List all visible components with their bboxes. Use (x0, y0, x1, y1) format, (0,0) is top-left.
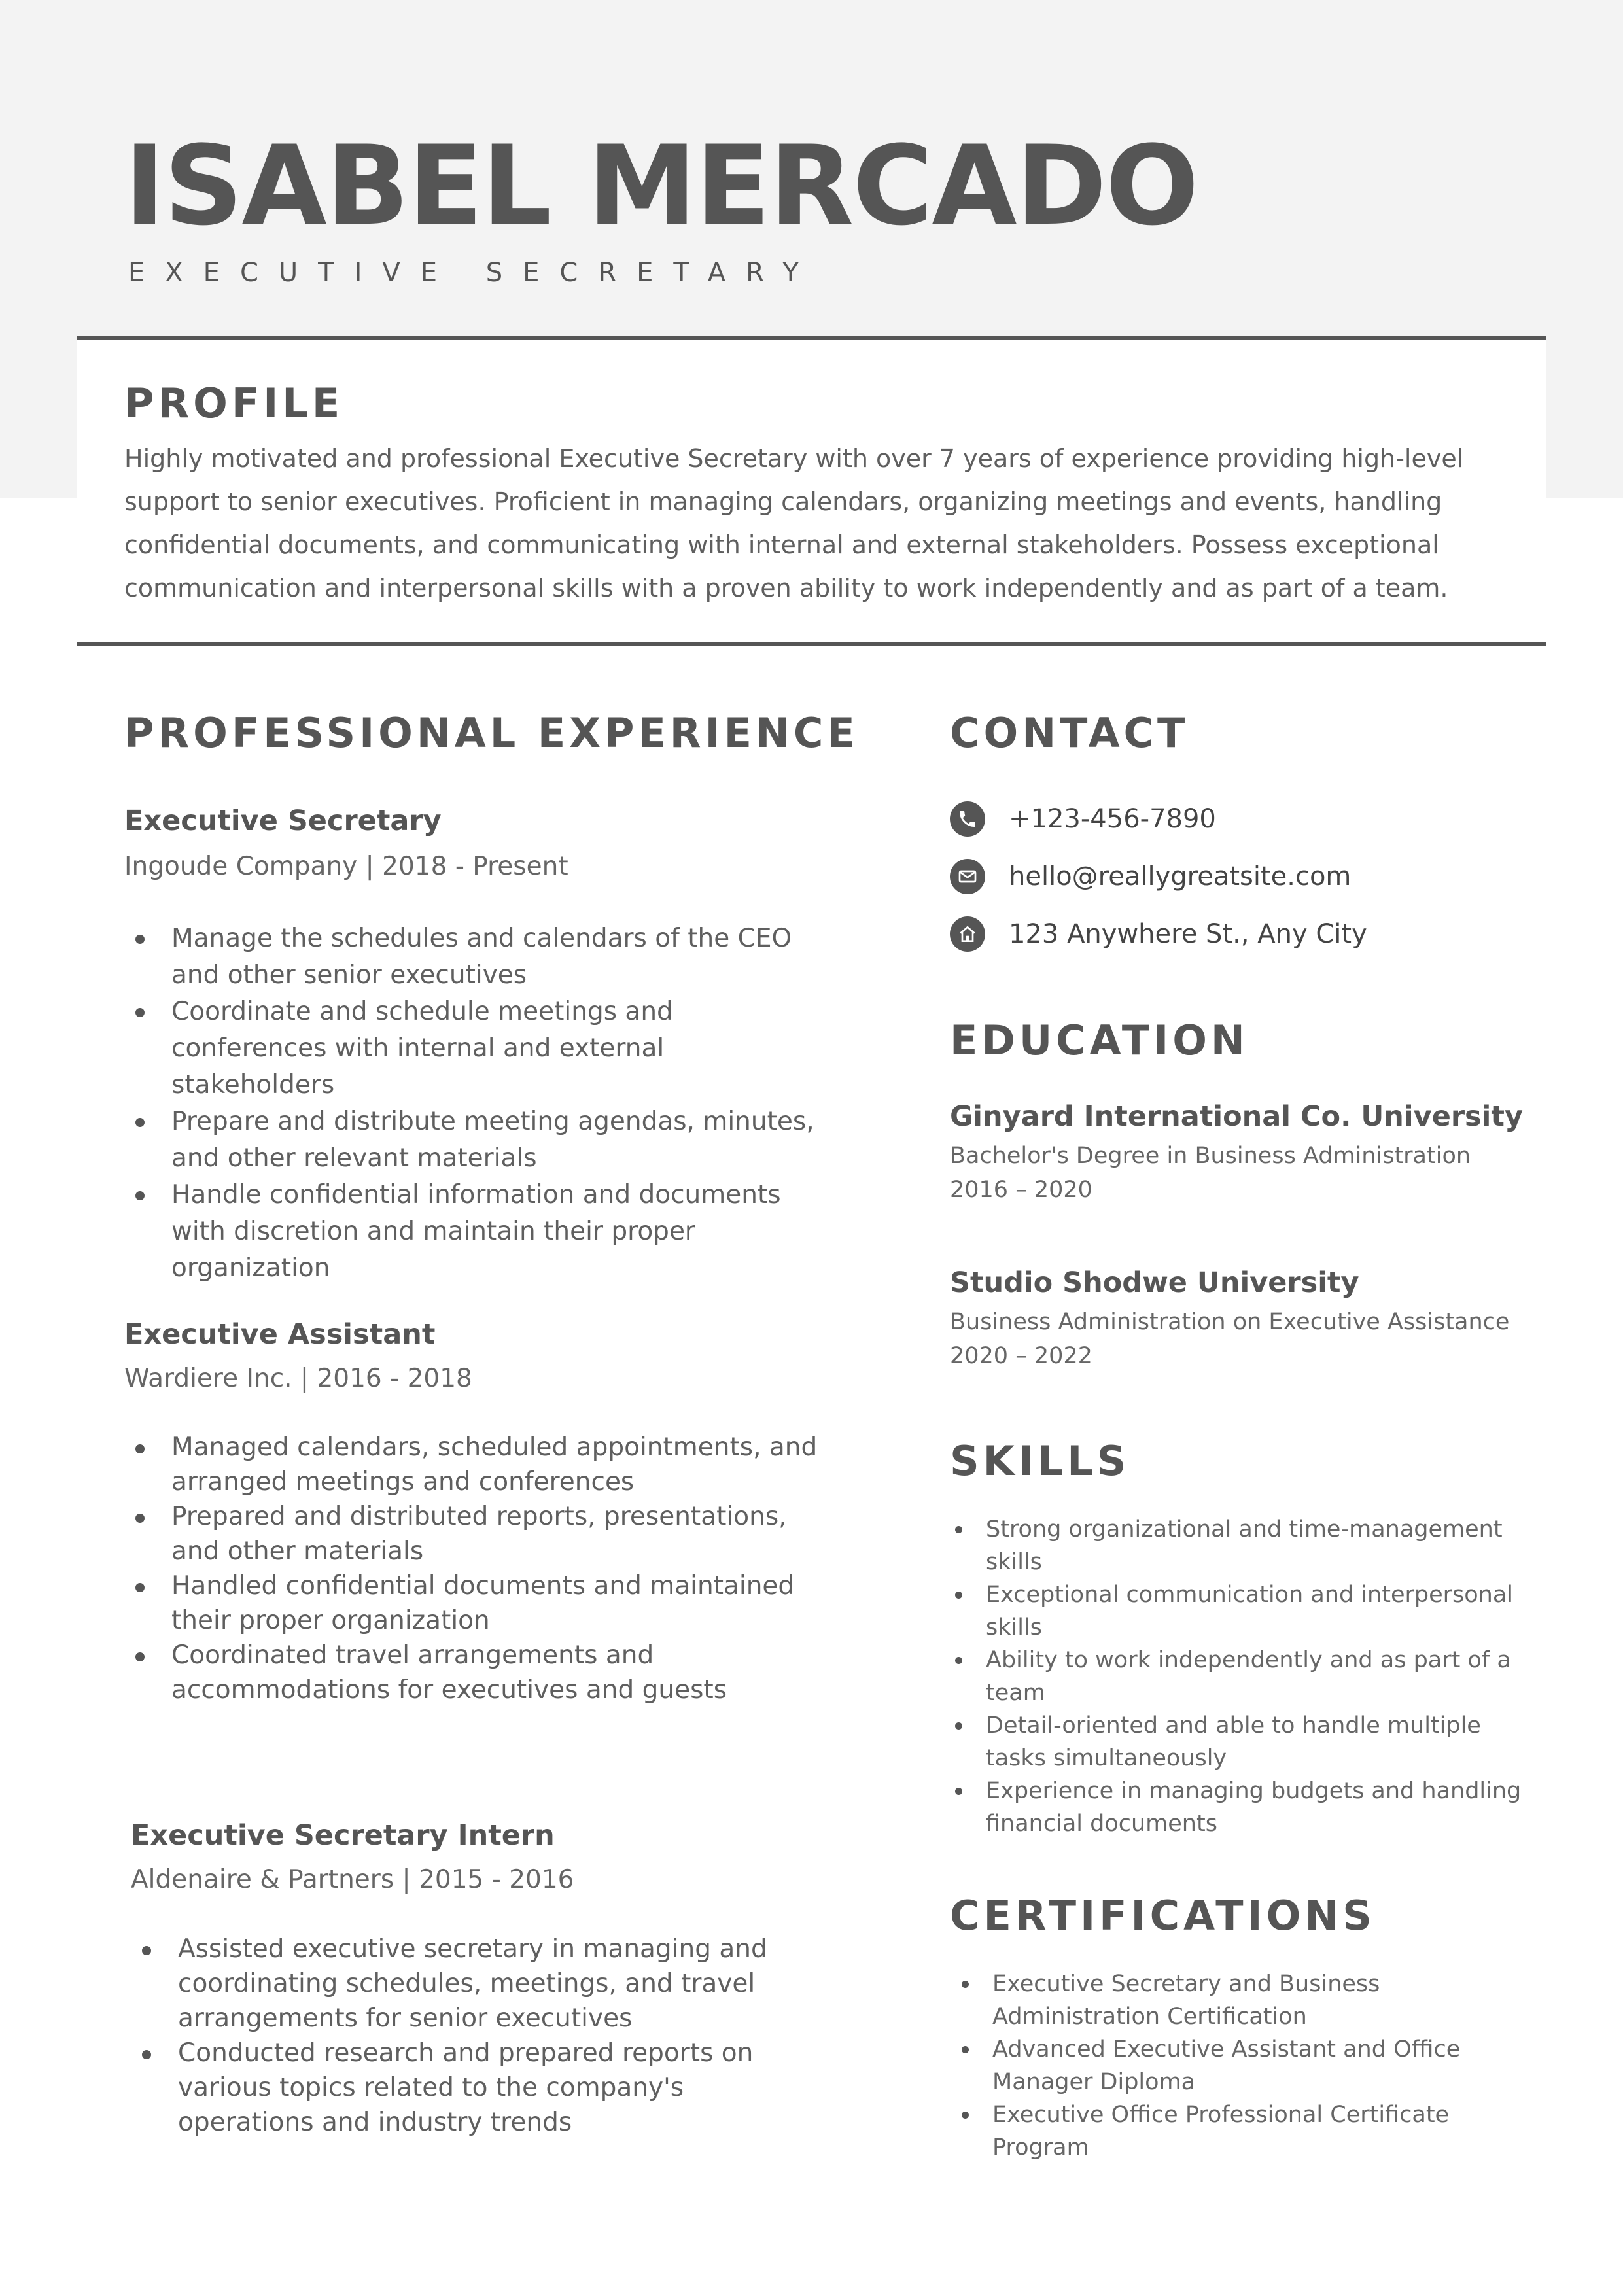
job-company: Wardiere Inc. | 2016 - 2018 (124, 1364, 472, 1393)
experience-heading: PROFESSIONAL EXPERIENCE (124, 709, 859, 757)
contact-email (950, 859, 1351, 894)
street-address: 123 Anywhere St., Any City (1009, 919, 1367, 949)
list-item: Advanced Executive Assistant and Office Manager Diploma (956, 2033, 1545, 2098)
list-item: Exceptional communication and interpersonal skills (950, 1578, 1539, 1644)
list-item: Ability to work independently and as part of a team (950, 1644, 1539, 1709)
phone-number[interactable]: +123-456-7890 (1009, 804, 1216, 834)
job-title: Executive Secretary Intern (131, 1819, 555, 1852)
education-years: 2020 – 2022 (950, 1343, 1092, 1369)
list-item: Experience in managing budgets and handling financial documents (950, 1775, 1539, 1840)
list-item: Manage the schedules and calendars of the CEO and other senior executives (124, 920, 824, 994)
phone-icon (950, 801, 985, 837)
skills-heading: SKILLS (950, 1437, 1130, 1485)
skills-list (950, 1513, 1539, 1840)
email-icon (950, 859, 985, 894)
certifications-heading: CERTIFICATIONS (950, 1892, 1376, 1939)
certifications-list (956, 1968, 1545, 2164)
candidate-role: EXECUTIVE SECRETARY (128, 258, 819, 288)
list-item: Strong organizational and time-management skills (950, 1513, 1539, 1578)
job-title: Executive Secretary (124, 805, 442, 837)
home-icon (950, 916, 985, 952)
profile-section (77, 336, 1546, 646)
candidate-name: ISABEL MERCADO (124, 122, 1198, 250)
list-item: Executive Office Professional Certificate Program (956, 2098, 1545, 2164)
list-item: Coordinated travel arrangements and accommodations for executives and guests (124, 1638, 824, 1707)
list-item: Executive Secretary and Business Administration Certification (956, 1968, 1545, 2033)
job-company: Ingoude Company | 2018 - Present (124, 852, 568, 881)
education-heading: EDUCATION (950, 1017, 1249, 1064)
profile-text: Highly motivated and professional Executive Secretary with over 7 years of experience providing high-level support to senior executives. Proficient in managing calendars, organizing meetings and events, handling confidential documents, and communicating with internal and external stakeholders. Possess exceptional communication and interpersonal skills with a proven ability to work independently and as part of a team. (124, 444, 1464, 602)
list-item: Conducted research and prepared reports on various topics related to the company's operations and industry trends (131, 2036, 824, 2140)
education-school: Studio Shodwe University (950, 1266, 1359, 1299)
education-degree: Bachelor's Degree in Business Administration (950, 1143, 1471, 1169)
list-item: Handle confidential information and documents with discretion and maintain their proper organization (124, 1177, 824, 1287)
contact-heading: CONTACT (950, 709, 1189, 757)
list-item: Assisted executive secretary in managing and coordinating schedules, meetings, and travel arrangements for senior executives (131, 1932, 824, 2036)
contact-address (950, 916, 1367, 952)
list-item: Coordinate and schedule meetings and conferences with internal and external stakeholders (124, 994, 824, 1104)
list-item: Detail-oriented and able to handle multiple tasks simultaneously (950, 1709, 1539, 1775)
profile-heading: PROFILE (124, 379, 344, 427)
education-years: 2016 – 2020 (950, 1177, 1092, 1203)
list-item: Prepare and distribute meeting agendas, minutes, and other relevant materials (124, 1104, 824, 1177)
list-item: Handled confidential documents and maintained their proper organization (124, 1569, 824, 1638)
list-item: Prepared and distributed reports, presentations, and other materials (124, 1499, 824, 1569)
education-school: Ginyard International Co. University (950, 1100, 1523, 1133)
job-bullets (124, 1430, 824, 1707)
education-degree: Business Administration on Executive Assistance (950, 1309, 1510, 1335)
job-bullets (124, 920, 824, 1287)
email-address[interactable]: hello@reallygreatsite.com (1009, 861, 1352, 892)
contact-phone (950, 801, 1216, 837)
list-item: Managed calendars, scheduled appointments, and arranged meetings and conferences (124, 1430, 824, 1499)
job-bullets (131, 1932, 824, 2140)
job-title: Executive Assistant (124, 1318, 436, 1351)
job-company: Aldenaire & Partners | 2015 - 2016 (131, 1865, 574, 1894)
